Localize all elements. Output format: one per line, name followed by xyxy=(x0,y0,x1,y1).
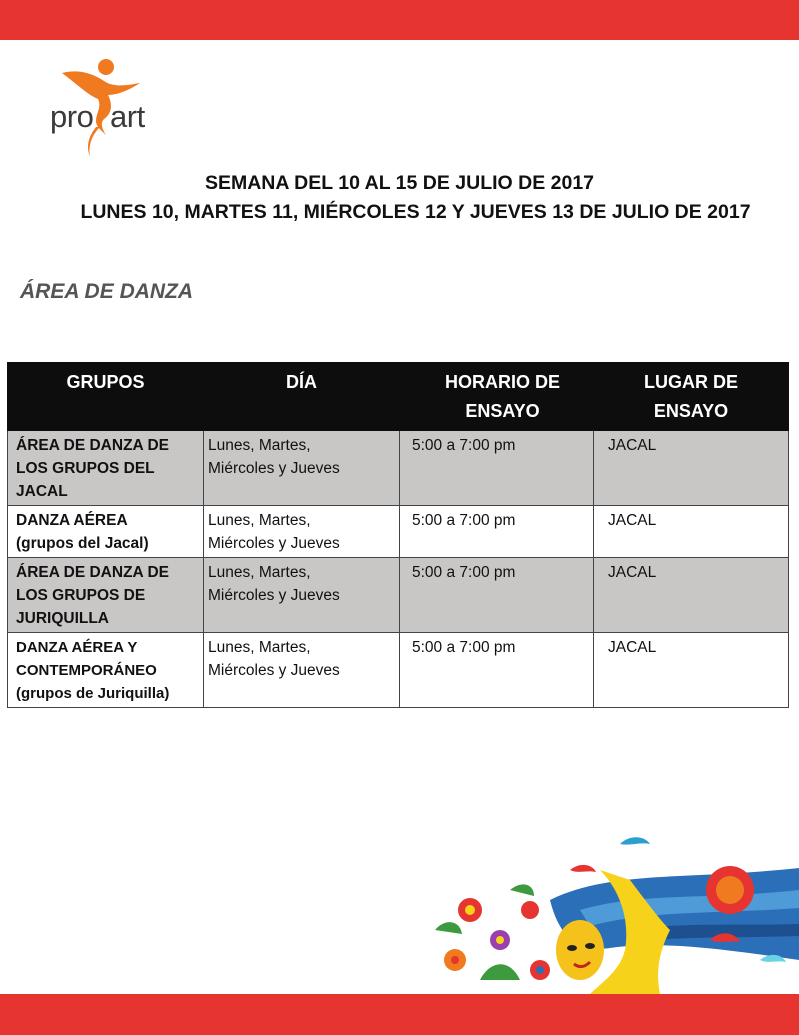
table-row xyxy=(8,558,789,633)
cell-dia: Lunes, Martes, Miércoles y Jueves xyxy=(204,431,400,506)
cell-grupo: ÁREA DE DANZA DE LOS GRUPOS DE JURIQUILLA xyxy=(8,558,204,633)
header-dia: DÍA xyxy=(204,363,400,431)
cell-lugar: JACAL xyxy=(594,558,789,633)
cell-grupo: DANZA AÉREA (grupos del Jacal) xyxy=(8,506,204,558)
section-title: ÁREA DE DANZA xyxy=(20,280,194,303)
table-row xyxy=(8,431,789,506)
cell-grupo: ÁREA DE DANZA DE LOS GRUPOS DEL JACAL xyxy=(8,431,204,506)
cell-lugar: JACAL xyxy=(594,506,789,558)
cell-dia: Lunes, Martes, Miércoles y Jueves xyxy=(204,633,400,708)
top-red-bar xyxy=(0,0,799,40)
cell-horario: 5:00 a 7:00 pm xyxy=(400,558,594,633)
cell-horario: 5:00 a 7:00 pm xyxy=(400,506,594,558)
folk-art-illustration xyxy=(430,830,799,994)
table-row xyxy=(8,506,789,558)
days-heading: LUNES 10, MARTES 11, MIÉRCOLES 12 Y JUEVES 13 DE JULIO DE 2017 xyxy=(80,201,751,223)
cell-grupo: DANZA AÉREA Y CONTEMPORÁNEO (grupos de Juriquilla) xyxy=(8,633,204,708)
week-heading: SEMANA DEL 10 AL 15 DE JULIO DE 2017 xyxy=(204,172,595,194)
table-row xyxy=(8,633,789,708)
logo-text-art: art xyxy=(110,99,145,134)
cell-dia: Lunes, Martes, Miércoles y Jueves xyxy=(204,506,400,558)
header-lugar: LUGAR DE ENSAYO xyxy=(594,363,789,431)
proart-logo xyxy=(48,55,158,160)
logo-text-pro: pro xyxy=(50,99,94,134)
header-horario: HORARIO DE ENSAYO xyxy=(400,363,594,431)
cell-horario: 5:00 a 7:00 pm xyxy=(400,431,594,506)
cell-horario: 5:00 a 7:00 pm xyxy=(400,633,594,708)
table-header-row xyxy=(8,363,789,431)
cell-lugar: JACAL xyxy=(594,431,789,506)
cell-lugar: JACAL xyxy=(594,633,789,708)
cell-dia: Lunes, Martes, Miércoles y Jueves xyxy=(204,558,400,633)
bottom-red-bar xyxy=(0,994,799,1035)
header-grupos: GRUPOS xyxy=(8,363,204,431)
schedule-table xyxy=(7,362,789,708)
